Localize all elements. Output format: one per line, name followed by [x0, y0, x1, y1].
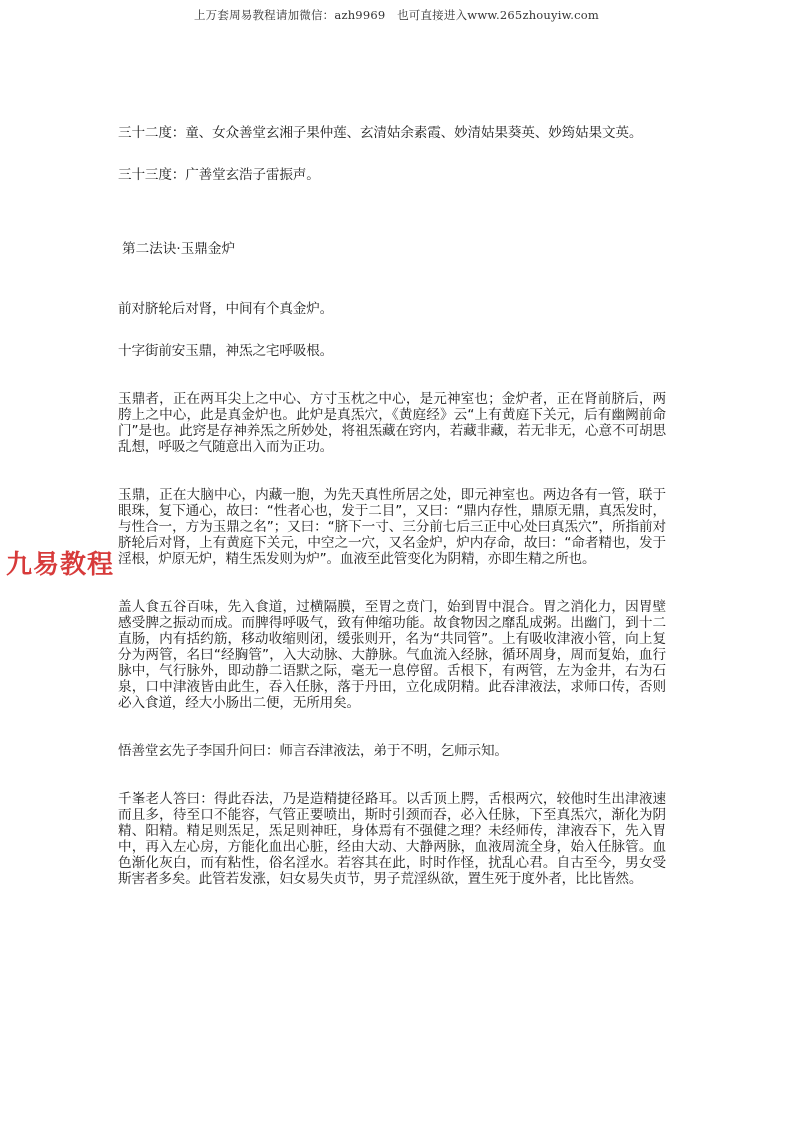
paragraph-answer: 千峯老人答曰：得此吞法，乃是造精捷径路耳。以舌顶上腭，舌根两穴，较他时生出津液速而且多，待至口不能容，气管正要喷出，斯时引颈而吞，必入任脉，下至真炁穴，渐化为阴精、阳精。精足则炁足，炁足则神旺，身体焉有不强健之理？未经师传，津液吞下，先入胃中，再入左心房，方能化血出心脏，经由大动、大静两脉，血液周流全身，始入任脉管。血色渐化灰白，而有粘性，俗名淫水。若容其在此，时时作怪，扰乱心君。自古至今，男女受斯害者多矣。此管若发涨，妇女易失贞节，男子荒淫纵欲，置生死于度外者，比比皆然。: [118, 791, 666, 887]
paragraph-jade-tripod-detail: 玉鼎，正在大脑中心，内藏一胞，为先天真性所居之处，即元神室也。两边各有一管，联于眼珠，复下通心，故曰：“性者心也，发于二目”，又曰：“鼎内存性，鼎原无鼎，真炁发时，与性合一，方为玉鼎之名”；又曰：“脐下一寸、三分前七后三正中心处曰真炁穴”，所指前对脐轮后对肾，上有黄庭下关元，中空之一穴，又名金炉，炉内存命，故曰：“命者精也，发于淫根，炉原无炉，精生炁发则为炉”。血液至此管变化为阴精，亦即生精之所也。: [118, 487, 666, 567]
paragraph-33rd-degree: 三十三度：广善堂玄浩子雷振声。: [118, 167, 320, 183]
document-body: [118, 125, 666, 887]
paragraph-digestion: 盖人食五谷百味，先入食道，过横隔膜，至胃之贲门，始到胃中混合。胃之消化力，因胃壁感受脾之振动而成。而脾得呼吸气，致有伸缩功能。故食物因之靡乱成粥。出幽门，到十二直肠，内有括约筋，移动收缩则闭，缓张则开，名为“共同管”。上有吸收津液小管，向上复分为两管，名曰“经胸管”，入大动脉、大静脉。气血流入经脉，循环周身，周而复始，血行脉中，气行脉外，即动静二语默之际，毫无一息停留。舌根下，有两管，左为金井，右为石泉，口中津液皆由此生，吞入任脉，落于丹田，立化成阴精。此吞津液法，求师口传，否则必入食道，经大小肠出二便，无所用矣。: [118, 599, 666, 711]
paragraph-question: 悟善堂玄先子李国升问曰：师言吞津液法，弟于不明，乞师示知。: [118, 743, 508, 759]
page-header-banner: 上万套周易教程请加微信：azh9969 也可直接进入www.265zhouyiw.com: [193, 8, 600, 22]
watermark-logo: 九易教程: [6, 550, 115, 580]
verse-line-2: 十字街前安玉鼎，神炁之宅呼吸根。: [118, 343, 334, 359]
paragraph-jade-tripod-explanation: 玉鼎者，正在两耳尖上之中心、方寸玉枕之中心，是元神室也；金炉者，正在肾前脐后，两胯上之中心，此是真金炉也。此炉是真炁穴，《黄庭经》云“上有黄庭下关元，后有幽阙前命门”是也。此窍是存神养炁之所妙处，将祖炁藏在窍内，若藏非藏，若无非无，心意不可胡思乱想，呼吸之气随意出入而为正功。: [118, 391, 666, 455]
paragraph-32nd-degree: 三十二度：童、女众善堂玄湘子果仲莲、玄清姑余素霞、妙清姑果葵英、妙筠姑果文英。: [118, 125, 643, 141]
section-heading: 第二法诀·玉鼎金炉: [122, 241, 236, 257]
verse-line-1: 前对脐轮后对肾，中间有个真金炉。: [118, 301, 334, 317]
